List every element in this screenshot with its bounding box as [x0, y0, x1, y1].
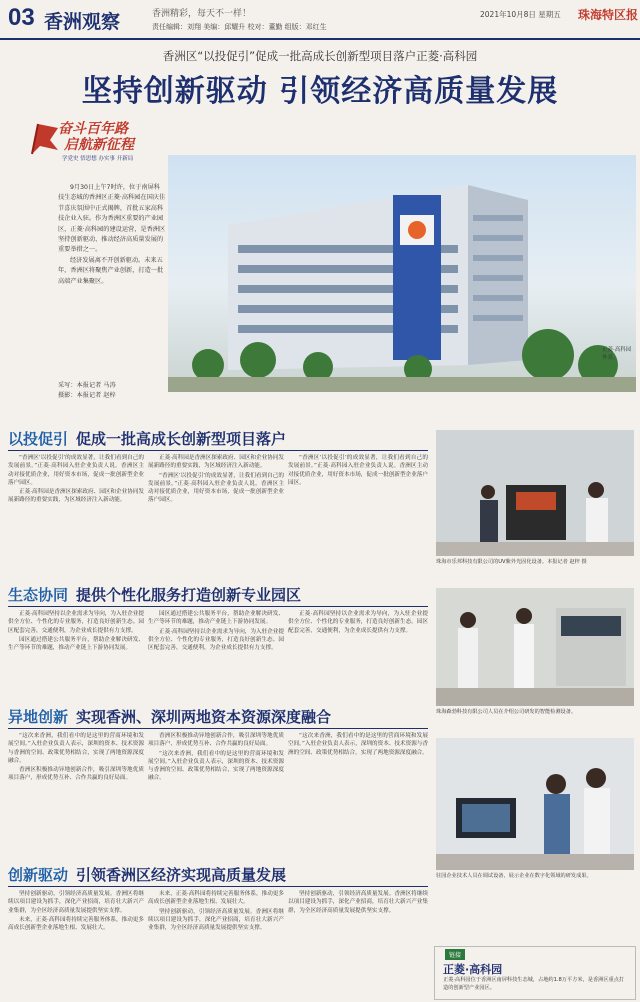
section-heading — [8, 428, 428, 451]
paragraph: 香洲区积极推动异地创新合作，吸引深圳等地优质项目落户，形成优势互补、合作共赢的良好局面。 — [8, 767, 144, 782]
article-column — [288, 732, 428, 858]
section-tag: 创新驱动 — [8, 866, 69, 884]
paragraph: 未来，正菱·高科园将持续完善服务体系，推动更多高成长创新型企业落地生根、发展壮大。 — [8, 916, 144, 932]
lead-paragraph: 9月30日上午7时许，位于南屏科技生态城的香洲区正菱·高科园在国庆佳节喜庆氛围中正式揭牌，首批五家高科技企业入驻。作为香洲区重要的产业园区，正菱·高科园的建设运营，是香洲区坚持创新驱动、推动经济高质量发展的重要举措之一。 — [58, 184, 166, 254]
paragraph: 香洲区积极推动异地创新合作，吸引深圳等地优质项目落户，形成优势互补、合作共赢的良好局面。 — [148, 733, 284, 748]
section-heading — [8, 584, 428, 607]
logo-line-3: 学党史 悟思想 办实事 开新局 — [62, 156, 134, 162]
article-column — [8, 610, 144, 700]
kicker: 香洲区“以投促引”促成一批高成长创新型项目落户正菱·高科园 — [162, 49, 478, 63]
article-column — [288, 890, 428, 998]
photo-caption: 珠海森勃科技有限公司人员在介绍公司研发的智能检测设备。 — [436, 709, 577, 715]
section-title: 引领香洲区经济实现高质量发展 — [76, 866, 287, 884]
paragraph: 正菱·高科园坚持以企业需求为导向，为入驻企业提供全方位、个性化的专业服务，打造良好创新生态。园区配套完善，交通便利，为企业成长提供有力支撑。 — [288, 611, 428, 634]
paragraph: “香洲区‘以投促引’的成效显著，让我们看到自己的发展前景。”正菱·高科园入驻企业负责人说。香洲区主动对接优质企业，用好资本市场，促成一批创新型企业落户园区。 — [8, 455, 144, 486]
issue-date: 2021年10月8日 星期五 — [480, 10, 561, 19]
paragraph: “这次来香洲，我们看中的是这里的营商环境和发展空间。”入驻企业负责人表示，深圳的资本、技术资源与香洲的空间、政策优势相结合，实现了两地资源深度融合。 — [8, 733, 144, 764]
photo-caption: 珠海市乐邦科技有限公司的UV紫外光固化设备。本报记者 赵梓 摄 — [436, 559, 587, 565]
logo-line-2: 启航新征程 — [64, 137, 134, 153]
paragraph: 坚持创新驱动，引领经济高质量发展。香洲区将继续以项目建设为抓手，深化产业招商，培育壮大新兴产业集群，为全区经济高质量发展提供坚实支撑。 — [288, 891, 428, 914]
photo-caption: 驻园企业技术人员在调试设备，展示企业在数字化领域的研发成果。 — [436, 873, 592, 879]
paragraph: 正菱·高科园是香洲区探索政府、园区和企业协同发展新路径的重要实践，为区域经济注入新动能。 — [148, 455, 284, 470]
info-title: 正菱·高科园 — [443, 963, 503, 976]
byline — [58, 381, 116, 400]
paragraph: 坚持创新驱动，引领经济高质量发展。香洲区将继续以项目建设为抓手，深化产业招商，培育壮大新兴产业集群，为全区经济高质量发展提供坚实支撑。 — [148, 908, 284, 932]
paragraph: 正菱·高科园是香洲区探索政府、园区和企业协同发展新路径的重要实践，为区域经济注入新动能。 — [8, 489, 144, 504]
logo-line-1: 奋斗百年路 — [58, 121, 128, 137]
paragraph: 正菱·高科园坚持以企业需求为导向，为入驻企业提供全方位、个性化的专业服务，打造良好创新生态。园区配套完善，交通便利，为企业成长提供有力支撑。 — [8, 611, 144, 634]
article-column — [8, 732, 144, 858]
article-column — [148, 610, 284, 700]
article-column — [288, 454, 428, 570]
red-flag-icon — [28, 120, 62, 156]
photo-detection-device — [436, 588, 634, 706]
paragraph: 未来，正菱·高科园将持续完善服务体系，推动更多高成长创新型企业落地生根、发展壮大。 — [148, 891, 284, 906]
article-column — [148, 732, 284, 858]
article-column — [288, 610, 428, 700]
paragraph: “这次来香洲，我们看中的是这里的营商环境和发展空间。”入驻企业负责人表示，深圳的资本、技术资源与香洲的空间、政策优势相结合，实现了两地资源深度融合。 — [288, 733, 428, 756]
section-title: 提供个性化服务打造创新专业园区 — [76, 586, 302, 604]
section-name: 香洲观察 — [44, 11, 121, 33]
hero-caption: 正菱·高科园外景。 — [602, 347, 632, 361]
article-column — [8, 454, 144, 570]
paragraph: “香洲区‘以投促引’的成效显著，让我们看到自己的发展前景。”正菱·高科园入驻企业负责人说。香洲区主动对接优质企业，用好资本市场，促成一批创新型企业落户园区。 — [288, 455, 428, 486]
section-tag: 以投促引 — [8, 430, 69, 448]
newspaper-brand: 珠海特区报 — [578, 8, 639, 22]
paragraph: 坚持创新驱动，引领经济高质量发展。香洲区将继续以项目建设为抓手，深化产业招商，培育壮大新兴产业集群，为全区经济高质量发展提供坚实支撑。 — [8, 891, 144, 914]
info-box — [434, 946, 636, 1000]
lead-paragraph: 经济发展离不开创新驱动。未来五年，香洲区将聚焦产业创新，打造一批高端产业集聚区。 — [58, 256, 164, 285]
page-header — [0, 0, 640, 40]
section-title: 促成一批高成长创新型项目落户 — [76, 430, 287, 448]
article-column — [8, 890, 144, 998]
section-title: 实现香洲、深圳两地资本资源深度融合 — [76, 708, 332, 726]
section-heading — [8, 706, 428, 729]
page-number: 03 — [8, 4, 35, 31]
header-slogan: 香洲精彩，每天不一样！ — [152, 9, 252, 19]
lead-text — [58, 183, 166, 287]
paragraph: “香洲区‘以投促引’的成效显著，让我们看到自己的发展前景。”正菱·高科园入驻企业负责人说。香洲区主动对接优质企业，用好资本市场，促成一批创新型企业落户园区。 — [148, 472, 284, 504]
paragraph: 正菱·高科园坚持以企业需求为导向，为入驻企业提供全方位、个性化的专业服务，打造良好创新生态。园区配套完善，交通便利，为企业成长提供有力支撑。 — [148, 628, 284, 652]
section-tag: 生态协同 — [8, 586, 69, 604]
paragraph: “这次来香洲，我们看中的是这里的营商环境和发展空间。”入驻企业负责人表示，深圳的资本、技术资源与香洲的空间、政策优势相结合，实现了两地资源深度融合。 — [148, 750, 284, 782]
editorial-staff: 责任编辑：刘翔 美编：邱耀升 校对：董勤 组版：邓红生 — [152, 23, 327, 31]
photo-uv-equipment — [436, 430, 634, 556]
section-heading — [8, 864, 428, 887]
article-column — [148, 454, 284, 570]
article-column — [148, 890, 284, 998]
hero-photo — [168, 155, 636, 392]
byline-photographer: 摄影：本报记者 赵梓 — [58, 391, 116, 399]
photo-engineers-testing — [436, 738, 634, 870]
paragraph: 园区通过搭建公共服务平台，帮助企业解决研发、生产等环节的难题，推动产业链上下游协同发展。 — [148, 611, 284, 626]
byline-writer: 采写：本报记者 马涛 — [58, 382, 116, 389]
main-headline: 坚持创新驱动 引领经济高质量发展 — [81, 74, 559, 109]
info-text: 正菱·高科园位于香洲区南屏科技生态城，占地约1.8万平方米，是香洲区重点打造的创新型产业园区。 — [443, 977, 625, 991]
info-badge: 链接 — [445, 949, 465, 960]
paragraph: 园区通过搭建公共服务平台，帮助企业解决研发、生产等环节的难题，推动产业链上下游协同发展。 — [8, 636, 144, 652]
building-illustration — [168, 155, 636, 392]
section-tag: 异地创新 — [8, 708, 69, 726]
